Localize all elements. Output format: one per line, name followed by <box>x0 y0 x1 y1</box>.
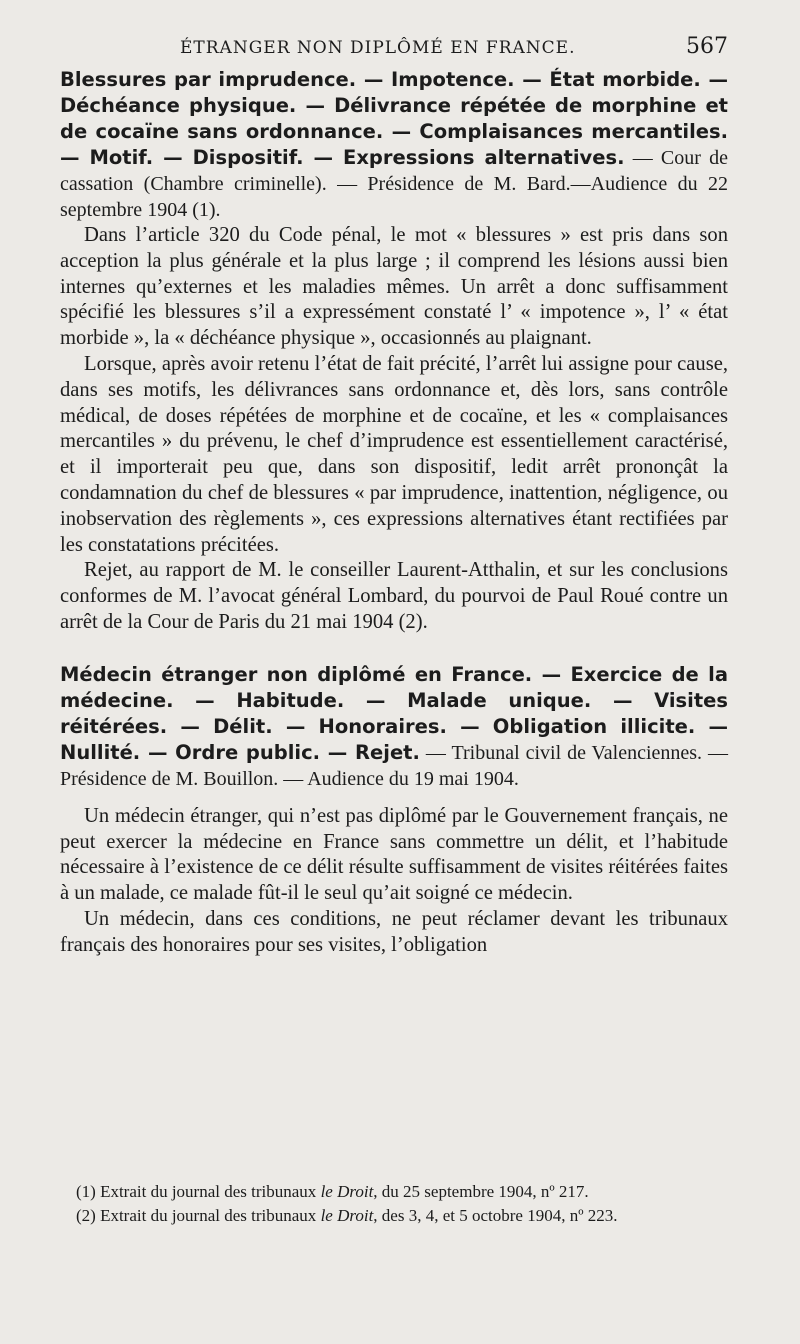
heading-bold-text: Blessures par imprudence. — Impotence. — État morbide. — Déchéance physique. — Délivrance répétée de morphine et de cocaïne sans ordonnance. — Complaisances mercantiles. — Motif. — Dispositif. — Expressions alternatives. <box>60 68 728 169</box>
paragraph: Lorsque, après avoir retenu l’état de fait précité, l’arrêt lui assigne pour cause, dans ses motifs, les délivrances sans ordonnance et, dès lors, sans contrôle médical, de doses répétées de morphine et de cocaïne, et les « complaisances mercantiles » du prévenu, le chef d’imprudence est essentiellement caractérisé, et il importerait peu que, dans son dispositif, ledit arrêt prononçât la condamnation du chef de blessures « par imprudence, inattention, négligence, ou inobservation des règlements », ces expressions alternatives étant rectifiées par les constatations précitées. <box>60 352 728 556</box>
heading-court-text: — Cour de cassation (Chambre criminelle). — Présidence de M. Bard.—Audience du 22 septembre 1904 (1). <box>60 147 728 221</box>
footnote <box>60 1181 728 1203</box>
journal-title: le Droit <box>320 1206 374 1225</box>
section-medecin-etranger <box>60 662 728 959</box>
footnote-text: , du 25 septembre 1904, nº 217. <box>373 1182 589 1201</box>
section-heading <box>60 67 728 223</box>
page-number: 567 <box>686 34 728 59</box>
footnote-marker: (1) <box>76 1182 96 1201</box>
section-heading <box>60 662 728 792</box>
paragraph: Un médecin étranger, qui n’est pas diplômé par le Gouvernement français, ne peut exercer la médecine en France sans commettre un délit, et l’habitude nécessaire à l’existence de ce délit résulte suffisamment de visites réitérées faites à un malade, ce malade fût-il le seul qu’ait soigné ce médecin. <box>60 804 728 905</box>
footnote-marker: (2) <box>76 1206 96 1225</box>
heading-gap <box>60 792 728 804</box>
running-head <box>180 34 728 59</box>
running-title: ÉTRANGER NON DIPLÔMÉ EN FRANCE. <box>180 38 576 58</box>
heading-court-text: — Tribunal civil de Valenciennes. — Présidence de M. Bouillon. — Audience du 19 mai 1904. <box>60 741 728 790</box>
footnote-text: Extrait du journal des tribunaux <box>95 1182 321 1201</box>
paragraph: Rejet, au rapport de M. le conseiller Laurent-Atthalin, et sur les conclusions conformes de M. l’avocat général Lombard, du pourvoi de Paul Roué contre un arrêt de la Cour de Paris du 21 mai 1904 (2). <box>60 559 728 633</box>
footnotes <box>60 1181 728 1229</box>
paragraph: Un médecin, dans ces conditions, ne peut réclamer devant les tribunaux français des honoraires pour ses visites, l’obligation <box>60 907 728 956</box>
footnote <box>60 1205 728 1227</box>
footnote-text: , des 3, 4, et 5 octobre 1904, nº 223. <box>373 1206 618 1225</box>
section-blessures <box>60 67 728 636</box>
footnote-text: Extrait du journal des tribunaux <box>95 1206 321 1225</box>
section-gap <box>60 636 728 662</box>
heading-bold-text: Médecin étranger non diplômé en France. — Exercice de la médecine. — Habitude. — Malade unique. — Visites réitérées. — Délit. — Honoraires. — Obligation illicite. — Nullité. — Ordre public. — Rejet. <box>60 662 728 764</box>
journal-title: le Droit <box>320 1182 374 1201</box>
paragraph: Dans l’article 320 du Code pénal, le mot « blessures » est pris dans son acception la plus générale et la plus large ; il comprend les lésions aussi bien internes qu’externes et les maladies mêmes. Un arrêt a donc suffisamment spécifié les blessures s’il a expressément constaté l’ « impotence », l’ « état morbide », la « déchéance physique », occasionnés au plaignant. <box>60 224 728 350</box>
